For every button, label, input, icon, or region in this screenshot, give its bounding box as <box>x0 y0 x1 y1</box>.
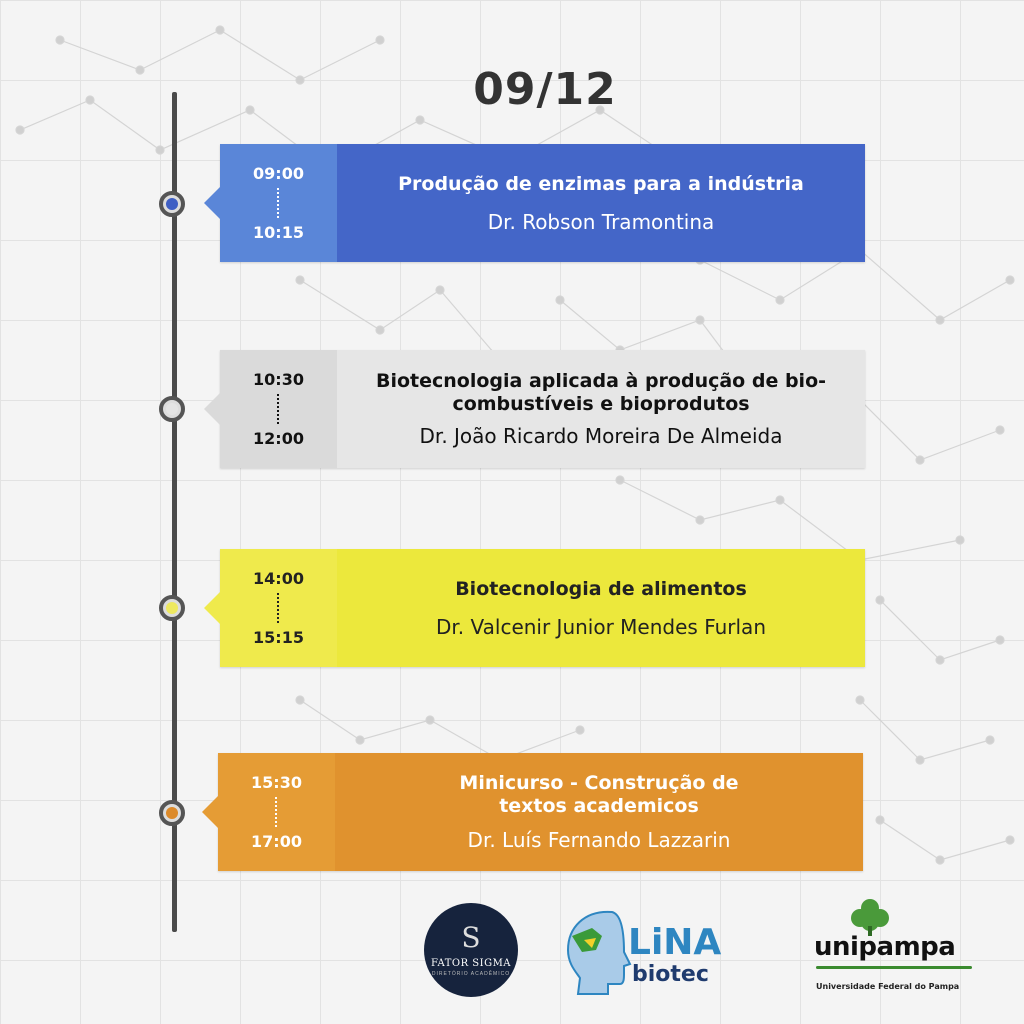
timeline-node <box>159 396 185 422</box>
lina-biotec-text: biotec <box>632 962 709 987</box>
sigma-name: FATOR SIGMA <box>430 958 512 969</box>
session-card <box>220 549 865 667</box>
time-divider <box>277 394 279 424</box>
card-pointer <box>202 796 218 828</box>
session-info <box>337 549 865 667</box>
session-info <box>335 753 863 871</box>
time-divider <box>275 797 277 827</box>
card-pointer <box>204 592 220 624</box>
session-title: Biotecnologia de alimentos <box>455 577 747 600</box>
end-time: 15:15 <box>253 628 304 647</box>
start-time: 09:00 <box>253 164 304 183</box>
end-time: 10:15 <box>253 223 304 242</box>
session-speaker: Dr. João Ricardo Moreira De Almeida <box>419 424 783 448</box>
start-time: 15:30 <box>251 773 302 792</box>
node-dot <box>166 602 178 614</box>
unipampa-logo <box>810 898 980 998</box>
time-column <box>218 753 335 871</box>
unipampa-wordmark: unipampa <box>814 932 956 962</box>
card-pointer <box>204 393 220 425</box>
end-time: 12:00 <box>253 429 304 448</box>
time-column <box>220 350 337 468</box>
timeline-node <box>159 595 185 621</box>
sigma-subtitle: DIRETÓRIO ACADÊMICO <box>431 971 511 977</box>
start-time: 10:30 <box>253 370 304 389</box>
time-column <box>220 549 337 667</box>
timeline-node <box>159 800 185 826</box>
session-title: Minicurso - Construção de textos academicos <box>459 772 739 817</box>
unipampa-subtitle: Universidade Federal do Pampa <box>816 982 960 991</box>
unipampa-underline <box>816 966 972 969</box>
node-dot <box>166 403 178 415</box>
session-speaker: Dr. Luís Fernando Lazzarin <box>467 828 731 852</box>
time-column <box>220 144 337 262</box>
node-dot <box>166 807 178 819</box>
node-dot <box>166 198 178 210</box>
card-pointer <box>204 187 220 219</box>
head-profile-icon <box>562 906 632 996</box>
time-divider <box>277 593 279 623</box>
sigma-symbol: S <box>461 921 481 954</box>
session-card <box>220 350 865 468</box>
session-info <box>337 350 865 468</box>
lina-wordmark: LiNA <box>628 922 722 963</box>
schedule-date: 09/12 <box>473 64 617 115</box>
sponsor-logos <box>0 898 1024 1008</box>
session-title: Biotecnologia aplicada à produção de bio-combustíveis e bioprodutos <box>375 370 827 415</box>
session-info <box>337 144 865 262</box>
session-title: Produção de enzimas para a indústria <box>398 172 804 195</box>
session-speaker: Dr. Valcenir Junior Mendes Furlan <box>436 614 766 639</box>
fator-sigma-logo <box>424 903 518 997</box>
end-time: 17:00 <box>251 832 302 851</box>
session-speaker: Dr. Robson Tramontina <box>487 209 715 234</box>
timeline-node <box>159 191 185 217</box>
session-card <box>220 144 865 262</box>
session-card <box>218 753 863 871</box>
lina-biotec-logo <box>562 906 752 996</box>
time-divider <box>277 188 279 218</box>
start-time: 14:00 <box>253 569 304 588</box>
